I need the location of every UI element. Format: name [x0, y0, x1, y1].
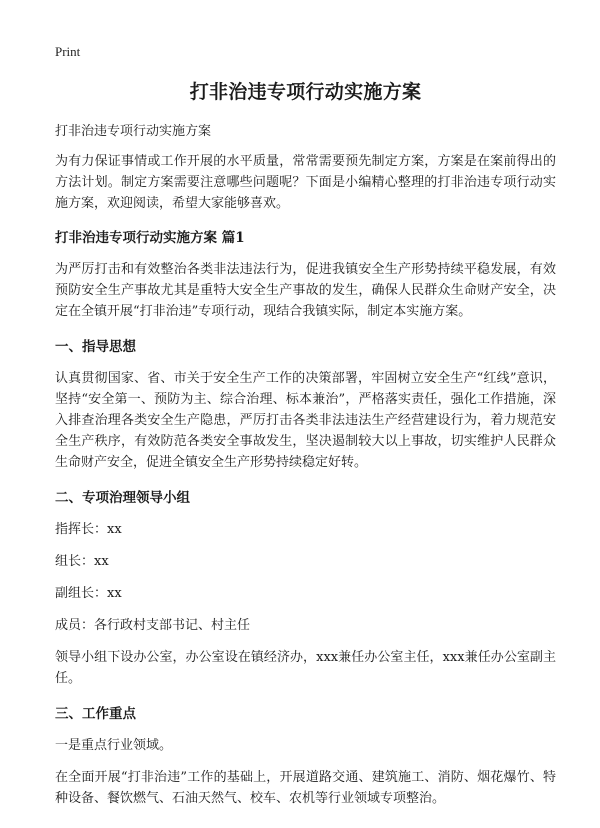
- part-heading: 打非治违专项行动实施方案 篇1: [55, 230, 245, 246]
- work-focus-paragraph: 在全面开展“打非治违”工作的基础上，开展道路交通、建筑施工、消防、烟花爆竹、特种设备、餐饮燃气、石油天然气、校车、农机等行业领域专项整治。: [55, 770, 556, 806]
- intro-paragraph: 为有力保证事情或工作开展的水平质量，常常需要预先制定方案，方案是在案前得出的方法计划。制定方案需要注意哪些问题呢？下面是小编精心整理的打非治违专项行动实施方案，欢迎阅读，希望大家能够喜欢。: [55, 154, 556, 211]
- print-label: Print: [55, 44, 81, 59]
- section-heading-work-focus: 三、工作重点: [55, 706, 136, 722]
- work-focus-item-1: 一是重点行业领域。: [55, 738, 173, 753]
- document-subtitle: 打非治违专项行动实施方案: [55, 124, 212, 139]
- leadership-office-paragraph: 领导小组下设办公室，办公室设在镇经济办，xxx兼任办公室主任，xxx兼任办公室副主任。: [55, 650, 556, 686]
- guiding-ideology-paragraph: 认真贯彻国家、省、市关于安全生产工作的决策部署，牢固树立安全生产“红线”意识，坚持“安全第一、预防为主、综合治理、标本兼治”，严格落实责任，强化工作措施，深入排查治理各类安全生产隐患，严厉打击各类非法违法生产经营建设行为，着力规范安全生产秩序，有效防范各类安全事故发生，坚决遏制较大以上事故，切实维护人民群众生命财产安全，促进全镇安全生产形势持续稳定好转。: [55, 371, 556, 470]
- section-heading-leadership-group: 二、专项治理领导小组: [55, 490, 190, 506]
- part-intro-paragraph: 为严厉打击和有效整治各类非法违法行为，促进我镇安全生产形势持续平稳发展，有效预防安全生产事故尤其是重特大安全生产事故的发生，确保人民群众生命财产安全，决定在全镇开展“打非治违”专项行动，现结合我镇实际，制定本实施方案。: [55, 262, 556, 319]
- role-deputy-leader: 副组长：xx: [55, 586, 122, 601]
- role-members: 成员：各行政村支部书记、村主任: [55, 618, 251, 633]
- section-heading-guiding-ideology: 一、指导思想: [55, 339, 136, 355]
- role-leader: 组长：xx: [55, 554, 109, 569]
- document-title: 打非治违专项行动实施方案: [189, 81, 422, 103]
- role-commander: 指挥长：xx: [55, 522, 122, 537]
